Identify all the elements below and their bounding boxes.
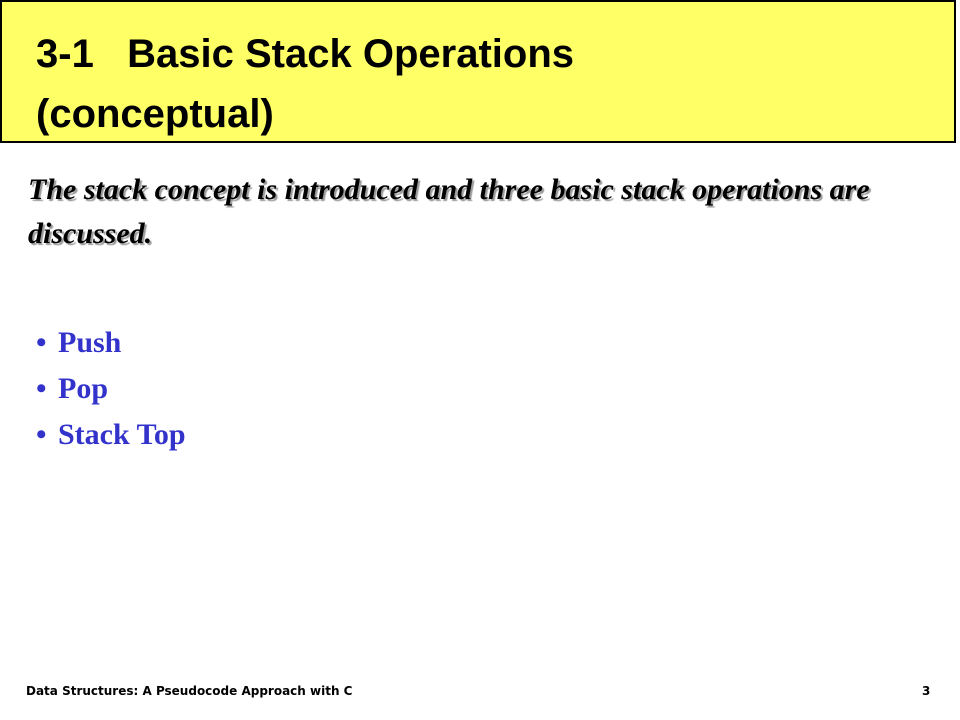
title-banner — [0, 0, 956, 143]
operations-list — [36, 320, 186, 458]
bullet-icon: • — [36, 418, 47, 451]
bullet-label: Stack Top — [58, 418, 186, 451]
slide-title-line-1: 3-1 Basic Stack Operations — [36, 32, 575, 76]
list-item-pop — [36, 366, 186, 412]
list-item-stack-top — [36, 412, 186, 458]
bullet-icon: • — [36, 326, 47, 359]
footer-page-number: 3 — [922, 684, 931, 698]
footer-course-title: Data Structures: A Pseudocode Approach with C — [26, 684, 353, 698]
slide-title-line-2: (conceptual) — [36, 92, 274, 136]
bullet-icon: • — [36, 372, 47, 405]
list-item-push — [36, 320, 186, 366]
bullet-label: Pop — [58, 372, 109, 405]
bullet-label: Push — [58, 326, 122, 359]
slide-subtitle: The stack concept is introduced and three basic stack operations are discussed. — [28, 173, 870, 250]
